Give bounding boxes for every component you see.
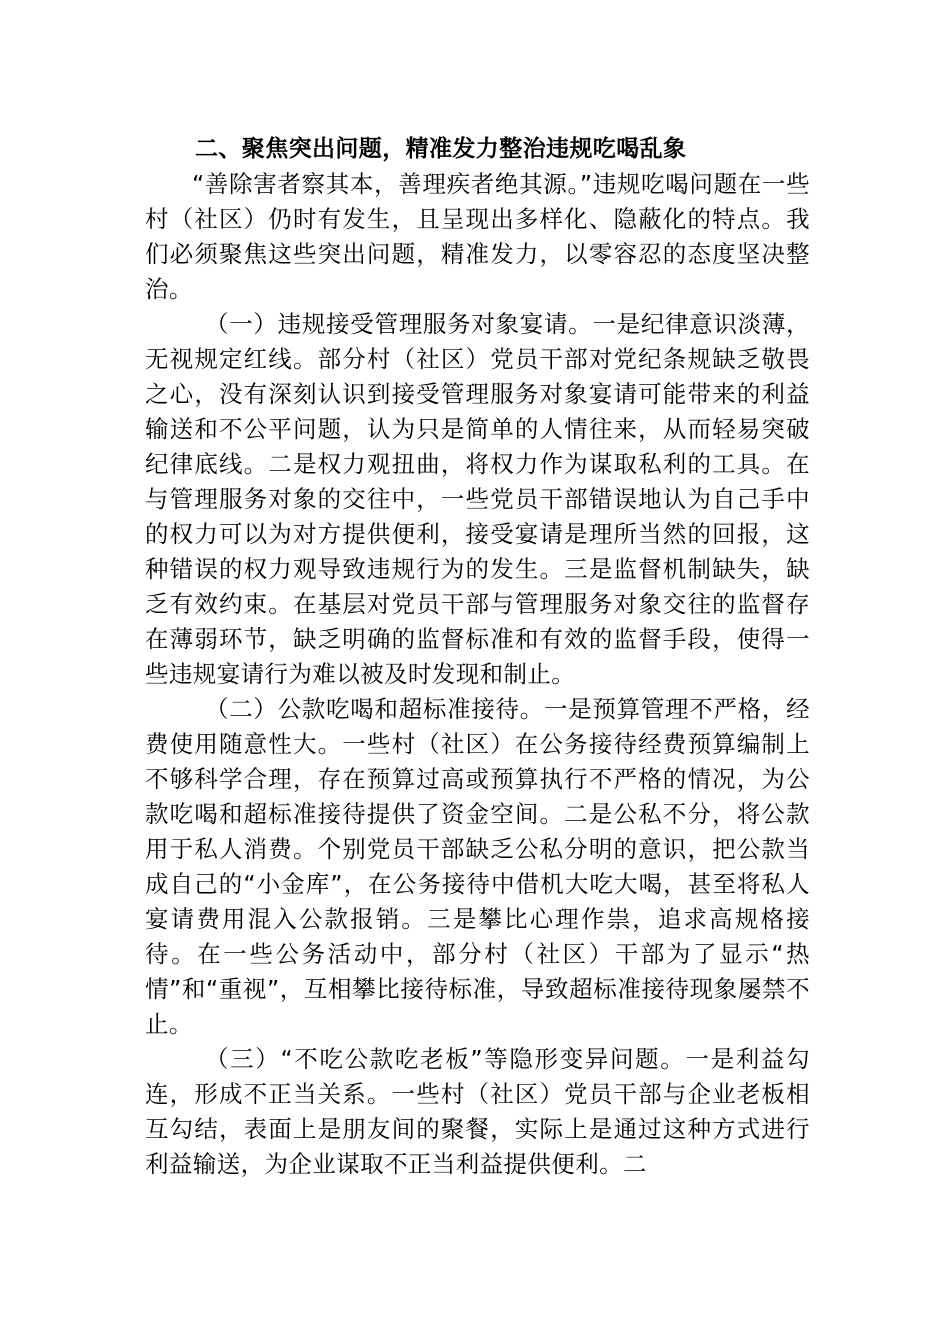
section-heading: 二、聚焦突出问题，精准发力整治违规吃喝乱象 — [195, 136, 687, 162]
document-body — [145, 132, 810, 1182]
paragraph-subsection-1: （一）违规接受管理服务对象宴请。一是纪律意识淡薄，无视规定红线。部分村（社区）党员干部对党纪条规缺乏敬畏之心，没有深刻认识到接受管理服务对象宴请可能带来的利益输送和不公平问题，认为只是简单的人情往来，从而轻易突破纪律底线。二是权力观扭曲，将权力作为谋取私利的工具。在与管理服务对象的交往中，一些党员干部错误地认为自己手中的权力可以为对方提供便利，接受宴请是理所当然的回报，这种错误的权力观导致违规行为的发生。三是监督机制缺失，缺乏有效约束。在基层对党员干部与管理服务对象交往的监督存在薄弱环节，缺乏明确的监督标准和有效的监督手段，使得一些违规宴请行为难以被及时发现和制止。 — [145, 310, 810, 688]
paragraph-subsection-3: （三）“不吃公款吃老板”等隐形变异问题。一是利益勾连，形成不正当关系。一些村（社区）党员干部与企业老板相互勾结，表面上是朋友间的聚餐，实际上是通过这种方式进行利益输送，为企业谋取不正当利益提供便利。二 — [145, 1045, 810, 1178]
intro-paragraph: “善除害者察其本，善理疾者绝其源。”违规吃喝问题在一些村（社区）仍时有发生，且呈现出多样化、隐蔽化的特点。我们必须聚焦这些突出问题，精准发力，以零容忍的态度坚决整治。 — [145, 170, 810, 303]
paragraph-subsection-2: （二）公款吃喝和超标准接待。一是预算管理不严格，经费使用随意性大。一些村（社区）在公务接待经费预算编制上不够科学合理，存在预算过高或预算执行不严格的情况，为公款吃喝和超标准接待提供了资金空间。二是公私不分，将公款用于私人消费。个别党员干部缺乏公私分明的意识，把公款当成自己的“小金库”，在公务接待中借机大吃大喝，甚至将私人宴请费用混入公款报销。三是攀比心理作祟，追求高规格接待。在一些公务活动中，部分村（社区）干部为了显示“热情”和“重视”，互相攀比接待标准，导致超标准接待现象屡禁不止。 — [145, 695, 810, 1038]
